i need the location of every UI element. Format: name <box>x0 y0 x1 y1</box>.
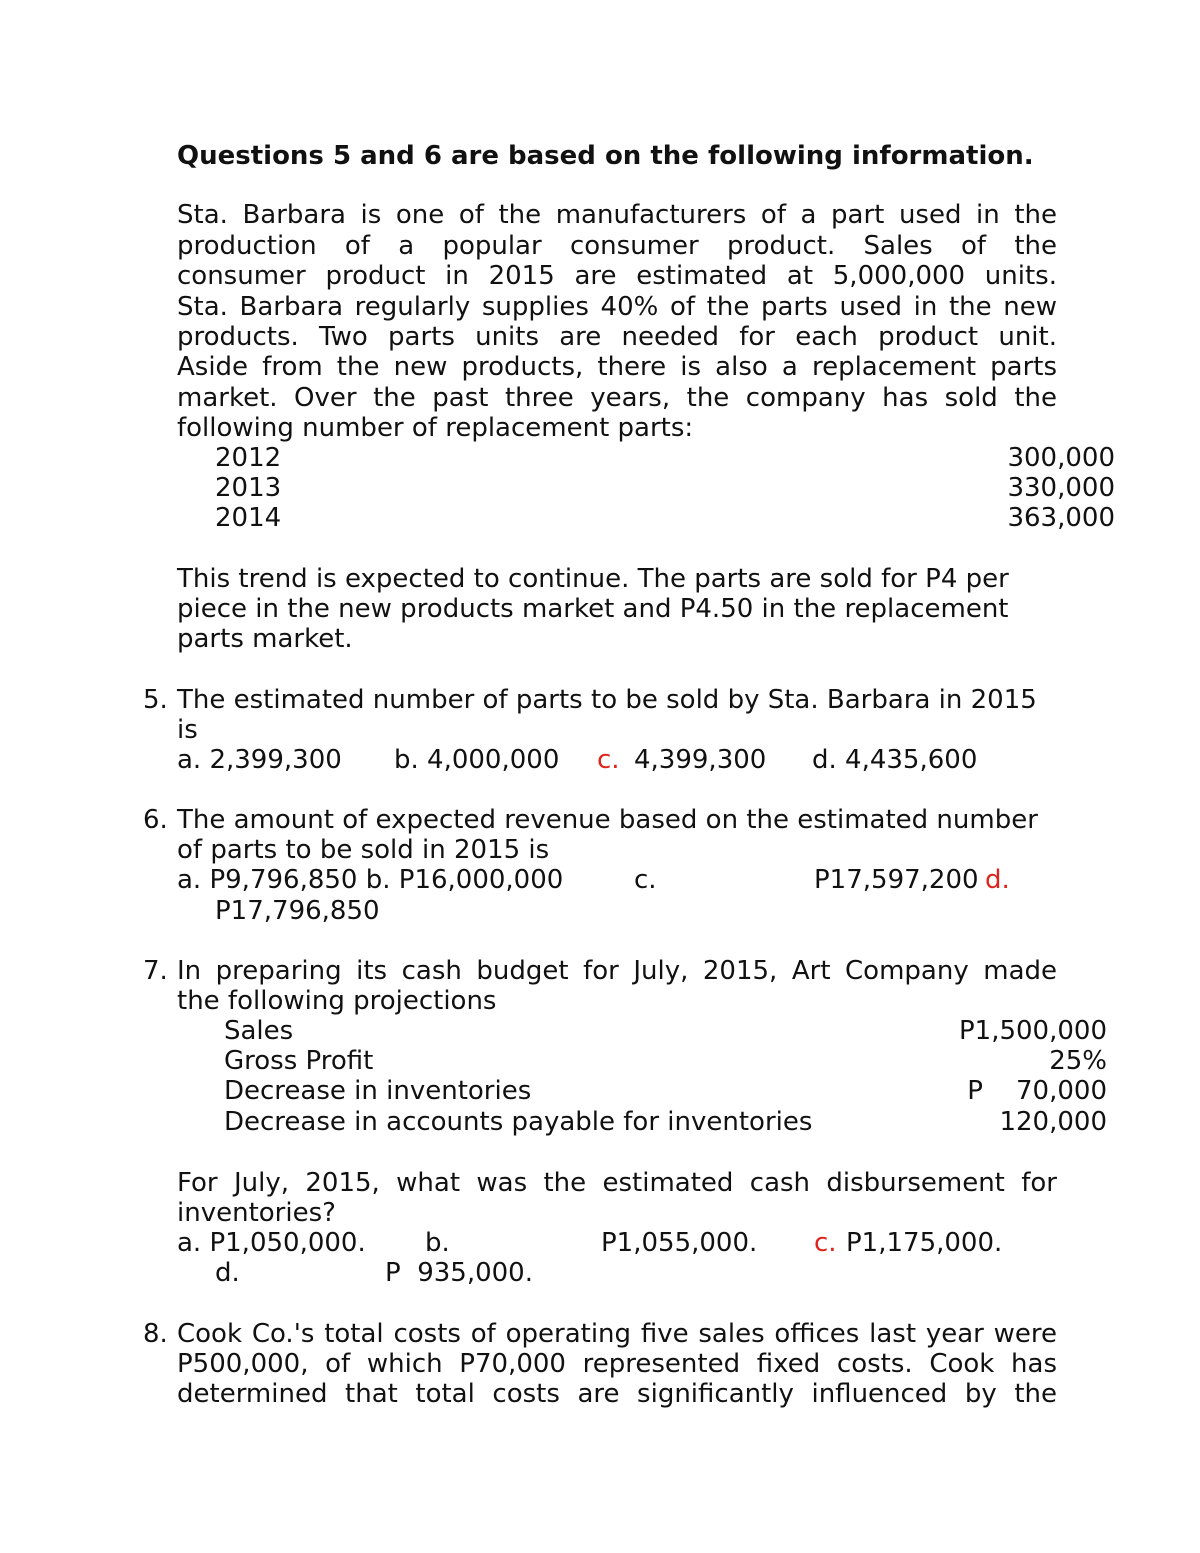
projection-value: P 70,000 <box>967 1076 1107 1106</box>
option-d: d. 4,435,600 <box>812 745 978 775</box>
trend-line: parts market. <box>177 624 353 654</box>
answer-marker: d. <box>985 865 1010 895</box>
question-stem: P500,000, of which P70,000 represented fixed costs. Cook has <box>177 1349 1057 1379</box>
units-cell: 300,000 <box>1007 443 1115 473</box>
units-cell: 363,000 <box>1007 503 1115 533</box>
year-cell: 2013 <box>215 473 282 503</box>
question-stem: The amount of expected revenue based on the estimated number <box>177 805 1038 835</box>
answer-marker: c. <box>814 1228 837 1258</box>
question-number: 6. <box>143 805 168 835</box>
option-c: P1,175,000. <box>846 1228 1003 1258</box>
question-number: 8. <box>143 1319 168 1349</box>
units-cell: 330,000 <box>1007 473 1115 503</box>
option-a-b: a. P9,796,850 b. P16,000,000 <box>177 865 564 895</box>
option-d-letter: d. <box>215 1258 240 1288</box>
question-number: 5. <box>143 685 168 715</box>
projection-label: Decrease in inventories <box>224 1076 532 1106</box>
year-cell: 2014 <box>215 503 282 533</box>
option-c: 4,399,300 <box>634 745 767 775</box>
trend-line: piece in the new products market and P4.50 in the replacement <box>177 594 1009 624</box>
option-b-letter: b. <box>425 1228 450 1258</box>
projection-value: P1,500,000 <box>958 1016 1107 1046</box>
intro-line: products. Two parts units are needed for each product unit. <box>177 322 1057 352</box>
question-number: 7. <box>143 956 168 986</box>
option-c-letter: c. <box>634 865 657 895</box>
question-stem: determined that total costs are significantly influenced by the <box>177 1379 1057 1409</box>
question-stem: of parts to be sold in 2015 is <box>177 835 550 865</box>
option-d: P 935,000. <box>385 1258 533 1288</box>
intro-line: market. Over the past three years, the company has sold the <box>177 383 1057 413</box>
projection-label: Sales <box>224 1016 294 1046</box>
intro-line: Sta. Barbara is one of the manufacturers of a part used in the <box>177 200 1057 230</box>
projection-value: 120,000 <box>999 1107 1107 1137</box>
option-b: b. 4,000,000 <box>394 745 560 775</box>
question-stem: the following projections <box>177 986 497 1016</box>
intro-line: Aside from the new products, there is also a replacement parts <box>177 352 1057 382</box>
trend-line: This trend is expected to continue. The parts are sold for P4 per <box>177 564 1009 594</box>
question-stem: In preparing its cash budget for July, 2015, Art Company made <box>177 956 1057 986</box>
intro-line: Sta. Barbara regularly supplies 40% of the parts used in the new <box>177 292 1057 322</box>
option-d: P17,796,850 <box>215 896 380 926</box>
option-c: P17,597,200 <box>814 865 979 895</box>
answer-marker: c. <box>597 745 620 775</box>
option-a: a. 2,399,300 <box>177 745 342 775</box>
option-b: P1,055,000. <box>601 1228 758 1258</box>
section-heading: Questions 5 and 6 are based on the following information. <box>177 141 1034 171</box>
year-cell: 2012 <box>215 443 282 473</box>
question-stem: The estimated number of parts to be sold by Sta. Barbara in 2015 <box>177 685 1037 715</box>
option-a: a. P1,050,000. <box>177 1228 366 1258</box>
intro-line: following number of replacement parts: <box>177 413 694 443</box>
projection-label: Gross Profit <box>224 1046 374 1076</box>
projection-value: 25% <box>1049 1046 1107 1076</box>
question-text: inventories? <box>177 1198 336 1228</box>
intro-line: consumer product in 2015 are estimated at 5,000,000 units. <box>177 261 1057 291</box>
intro-line: production of a popular consumer product. Sales of the <box>177 231 1057 261</box>
projection-label: Decrease in accounts payable for inventories <box>224 1107 813 1137</box>
question-stem: Cook Co.'s total costs of operating five sales offices last year were <box>177 1319 1057 1349</box>
question-stem: is <box>177 715 198 745</box>
question-text: For July, 2015, what was the estimated cash disbursement for <box>177 1168 1057 1198</box>
